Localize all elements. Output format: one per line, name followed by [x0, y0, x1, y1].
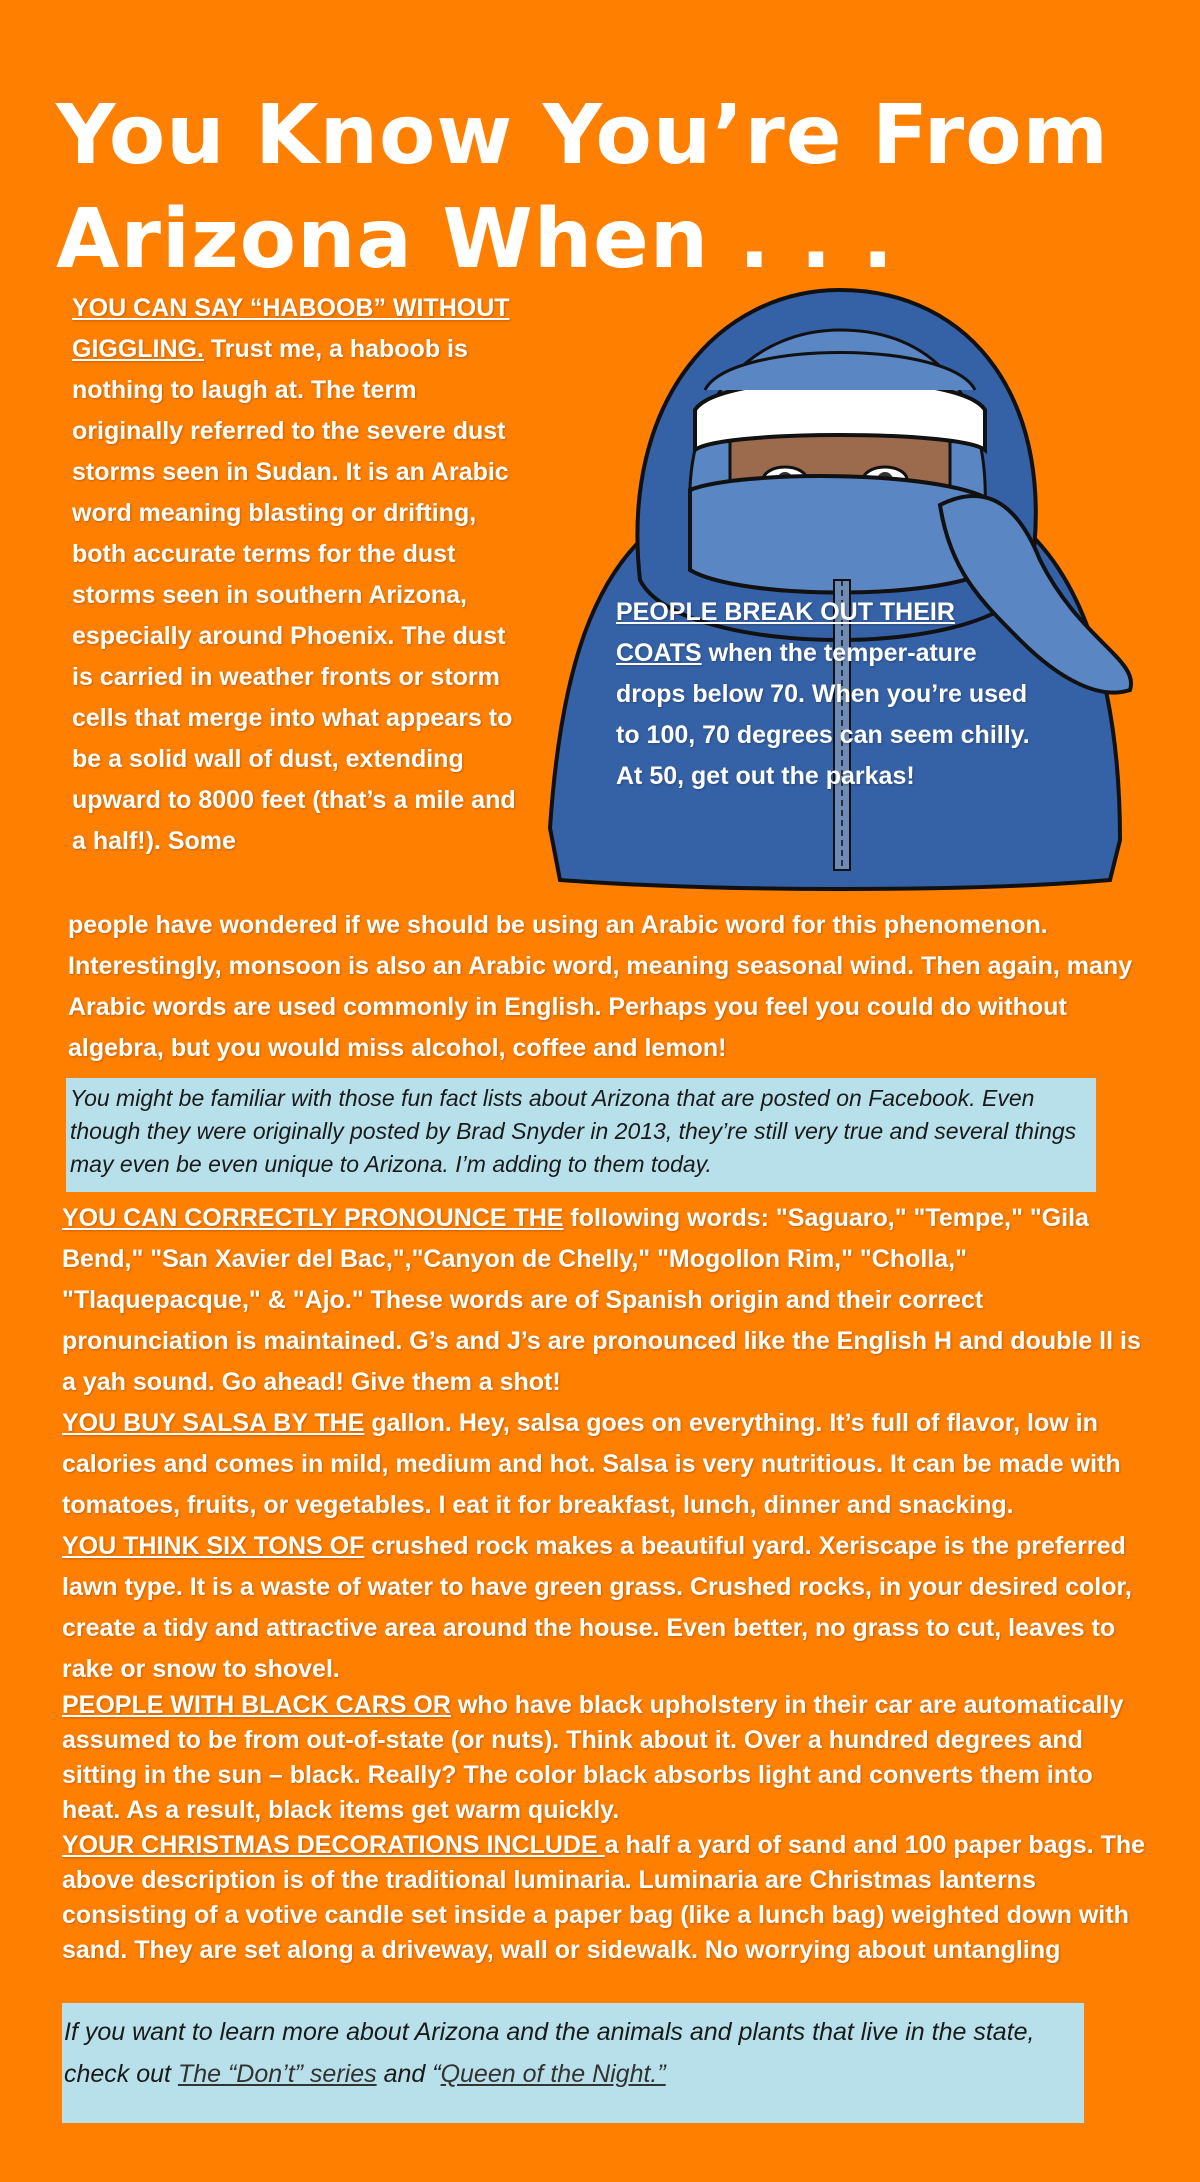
haboob-paragraph	[72, 288, 522, 862]
haboob-continued: people have wondered if we should be using an Arabic word for this phenomenon. Interestingly, monsoon is also an Arabic word, meaning seasonal wind. Then again, many Arabic words are used commonly in English. Perhaps you feel you could do without algebra, but you would miss alcohol, coffee and lemon!	[68, 911, 1133, 1062]
intro-box: You might be familiar with those fun fact lists about Arizona that are posted on Facebook. Even though they were originally posted by Brad Snyder in 2013, they’re still very true and several things may even be even unique to Arizona. I’m adding to them today.	[66, 1078, 1096, 1192]
list-item: YOU CAN CORRECTLY PRONOUNCE THE following words: "Saguaro," "Tempe," "Gila Bend," "San Xavier del Bac,","Canyon de Chelly," "Mogollon Rim," "Cholla," "Tlaquepacque," & "Ajo." These words are of Spanish origin and their correct pronunciation is maintained. G’s and J’s are pronounced like the English H and double ll is a yah sound. Go ahead! Give them a shot!	[62, 1204, 1141, 1396]
outro-box: If you want to learn more about Arizona and the animals and plants that live in the state, check out The “Don’t” series and “Queen of the Night.”	[62, 2003, 1084, 2123]
queen-of-the-night-link[interactable]: Queen of the Night.”	[440, 2060, 666, 2088]
coats-paragraph	[616, 592, 1036, 797]
list-item: YOUR CHRISTMAS DECORATIONS INCLUDE a half a yard of sand and 100 paper bags. The above description is of the traditional luminaria. Luminaria are Christmas lanterns consisting of a votive candle set inside a paper bag (like a lunch bag) weighted down with sand. They are set along a driveway, wall or sidewalk. No worrying about untangling	[62, 1831, 1146, 1964]
haboob-lead: YOU CAN SAY “HABOOB” WITHOUT GIGGLING.	[72, 294, 510, 363]
page-title: You Know You’re From Arizona When . . .	[56, 88, 1109, 287]
items-section-2	[62, 1688, 1152, 1968]
coats-body: when the temper-ature drops below 70. When you’re used to 100, 70 degrees can seem chilly. At 50, get out the parkas!	[616, 639, 1030, 790]
haboob-body: Trust me, a haboob is nothing to laugh at. The term originally referred to the severe dust storms seen in Sudan. It is an Arabic word meaning blasting or drifting, both accurate terms for the dust storms seen in southern Arizona, especially around Phoenix. The dust is carried in weather fronts or storm cells that merge into what appears to be a solid wall of dust, extending upward to 8000 feet (that’s a mile and a half!). Some	[72, 335, 516, 855]
dont-series-link[interactable]: The “Don’t” series	[177, 2060, 377, 2088]
list-item: PEOPLE WITH BLACK CARS OR who have black upholstery in their car are automatically assumed to be from out-of-state (or nuts). Think about it. Over a hundred degrees and sitting in the sun – black. Really? The color black absorbs light and converts them into heat. As a result, black items get warm quickly.	[62, 1691, 1124, 1824]
list-item: YOU BUY SALSA BY THE gallon. Hey, salsa goes on everything. It’s full of flavor, low in calories and comes in mild, medium and hot. Salsa is very nutritious. It can be made with tomatoes, fruits, or vegetables. I eat it for breakfast, lunch, dinner and snacking.	[62, 1409, 1121, 1519]
coats-lead: PEOPLE BREAK OUT THEIR COATS	[616, 598, 955, 667]
list-item: YOU THINK SIX TONS OF crushed rock makes a beautiful yard. Xeriscape is the preferred lawn type. It is a waste of water to have green grass. Crushed rocks, in your desired color, create a tidy and attractive area around the house. Even better, no grass to cut, leaves to rake or snow to shovel.	[62, 1532, 1132, 1683]
bundled-person-illustration	[520, 280, 1140, 900]
items-section	[62, 1198, 1152, 1690]
